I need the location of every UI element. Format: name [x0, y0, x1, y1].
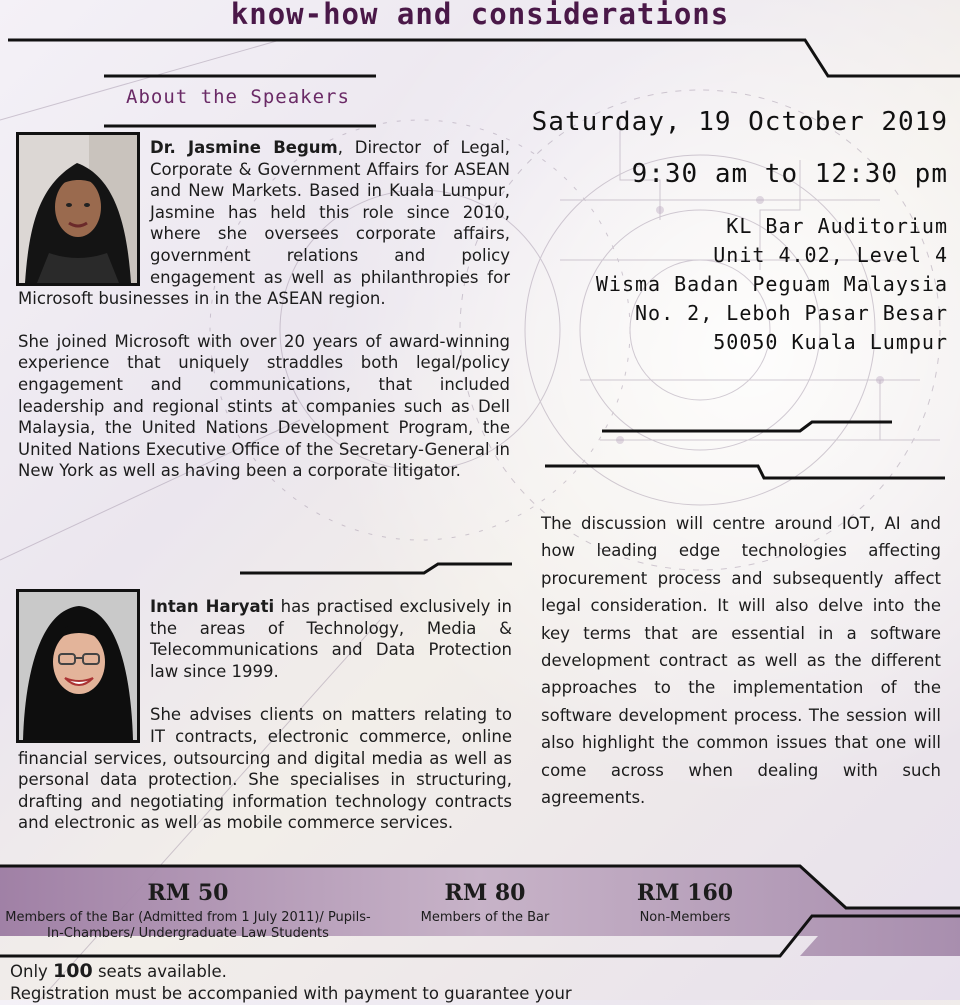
price-tier-2 — [400, 880, 570, 926]
price-label: Non-Members — [639, 910, 731, 925]
seats-count: 100 — [53, 960, 93, 982]
seats-prefix: Only — [10, 962, 54, 981]
speaker-2-intro: has practised exclusively in the areas of Technology, Media & Telecommunications and Data Protection law since 1999. — [150, 597, 512, 681]
event-venue — [596, 212, 948, 357]
registration-notice: Registration must be accompanied with payment to guarantee your — [10, 984, 572, 1003]
speaker-1-paragraph-2: She joined Microsoft with over 20 years of award-winning experience that uniquely straddles both legal/policy engagement and communications, that included leadership and regional stints at companies such as Dell Malaysia, the United Nations Development Program, the United Nations Executive Office of the Secretary-General in New York as well as having been a corporate litigator. — [18, 331, 510, 481]
venue-line: No. 2, Leboh Pasar Besar — [635, 301, 948, 325]
event-time: 9:30 am to 12:30 pm — [631, 159, 948, 189]
page-title: know-how and considerations — [230, 0, 730, 31]
price-amount: RM 80 — [444, 880, 526, 906]
pricing-band — [0, 866, 960, 956]
speaker-1-name: Dr. Jasmine Begum — [150, 138, 338, 157]
price-amount: RM 50 — [147, 880, 229, 906]
venue-line: KL Bar Auditorium — [726, 214, 948, 238]
venue-line: 50050 Kuala Lumpur — [713, 330, 948, 354]
price-label: Members of the Bar (Admitted from 1 July 2011)/ Pupils-In-Chambers/ Undergraduate Law Students — [5, 910, 371, 941]
speaker-2-bio — [18, 596, 512, 834]
seats-notice — [10, 960, 940, 983]
footer-notes — [10, 960, 940, 1005]
speaker-1-bio — [18, 137, 510, 482]
session-description: The discussion will centre around IOT, AI and how leading edge technologies affecting procurement process and subsequently affect legal consideration. It will also delve into the key terms that are essential in a software development contract as well as the different approaches to the implementation of the software development process. The session will also highlight the common issues that one will come across when dealing with such agreements. — [541, 514, 941, 808]
venue-line: Wisma Badan Peguam Malaysia — [595, 272, 948, 296]
speaker-2-name: Intan Haryati — [150, 597, 275, 616]
seats-suffix: seats available. — [92, 962, 227, 981]
event-date: Saturday, 19 October 2019 — [531, 107, 948, 137]
speaker-2-paragraph-2: She advises clients on matters relating to IT contracts, electronic commerce, online financial services, outsourcing and digital media as well as personal data protection. She specialises in structuring, drafting and negotiating information technology contracts and electronic as well as mobile commerce services. — [18, 705, 512, 833]
price-tier-1 — [0, 880, 376, 942]
venue-line: Unit 4.02, Level 4 — [713, 243, 948, 267]
speakers-heading: About the Speakers — [126, 86, 350, 108]
speaker-1-intro: , Director of Legal, Corporate & Government Affairs for ASEAN and New Markets. Based in Kuala Lumpur, Jasmine has held this role since 2010, where she oversees corporate affairs, government relations and policy engagement as well as philanthropies for Microsoft businesses in in the ASEAN region. — [18, 138, 510, 309]
price-tier-3 — [610, 880, 760, 926]
price-amount: RM 160 — [636, 880, 734, 906]
price-label: Members of the Bar — [420, 910, 550, 925]
